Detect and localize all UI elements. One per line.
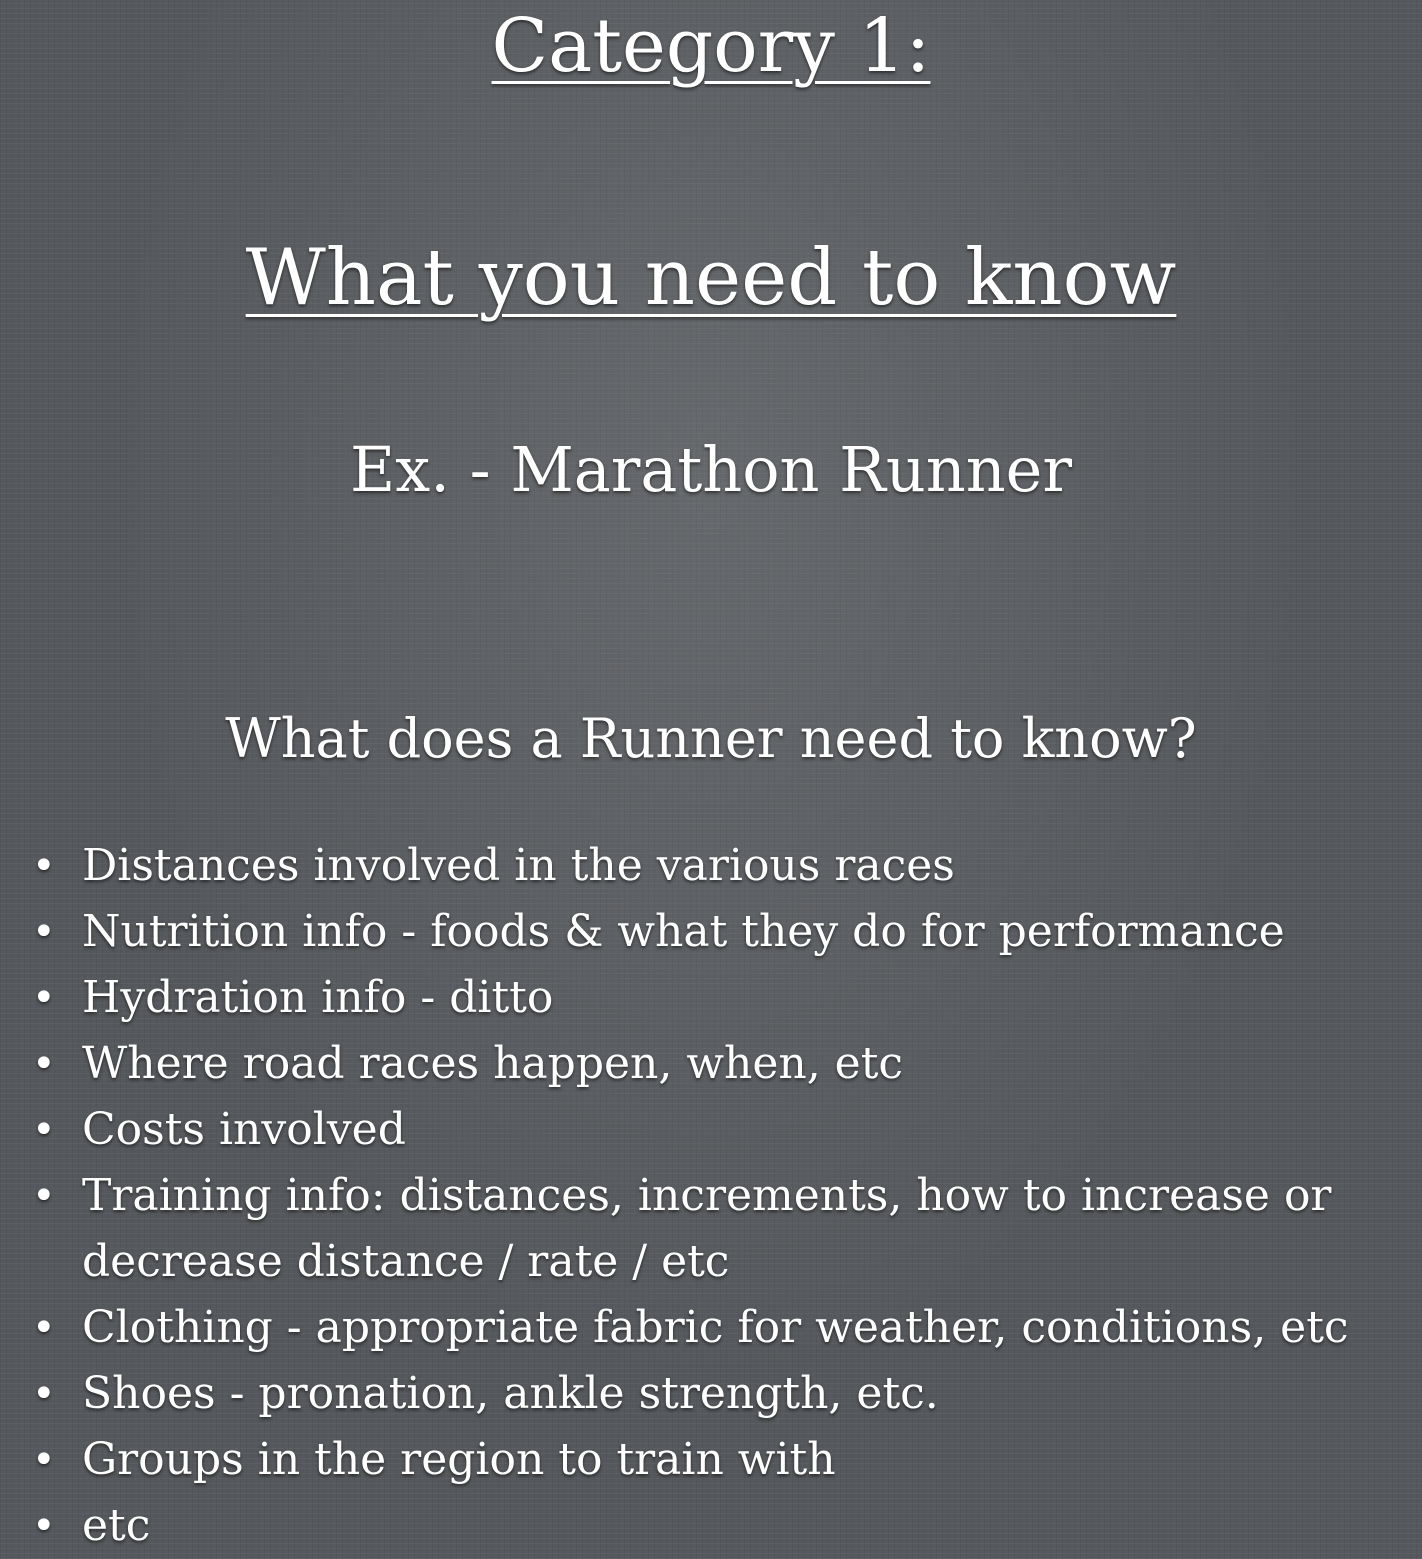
list-item (30, 1295, 1410, 1361)
bullet-dot: • (32, 975, 56, 1021)
list-item (30, 899, 1410, 965)
list-item-text: Shoes - pronation, ankle strength, etc. (82, 1368, 939, 1419)
slide-title (0, 0, 1422, 92)
bullet-dot: • (32, 1041, 56, 1087)
list-item-text: Training info: distances, increments, how to increase or decrease distance / rate / etc (82, 1170, 1332, 1287)
list-item-text: Clothing - appropriate fabric for weather, conditions, etc (82, 1302, 1349, 1353)
list-item-text: etc (82, 1500, 151, 1551)
list-item-text: Groups in the region to train with (82, 1434, 836, 1485)
list-item (30, 965, 1410, 1031)
bullet-dot: • (32, 1173, 56, 1219)
list-item (30, 1493, 1410, 1559)
list-item-text: Distances involved in the various races (82, 840, 955, 891)
bullet-dot: • (32, 1107, 56, 1153)
example-heading: Ex. - Marathon Runner (350, 433, 1072, 506)
slide-subtitle-text: What you need to know (245, 233, 1177, 323)
bullet-list (30, 833, 1410, 1559)
list-item (30, 1427, 1410, 1493)
list-item (30, 1361, 1410, 1427)
slide-title-text: Category 1: (491, 3, 931, 89)
slide-subtitle (0, 230, 1422, 326)
list-item (30, 1097, 1410, 1163)
list-item (30, 833, 1410, 899)
list-item-text: Where road races happen, when, etc (82, 1038, 904, 1089)
bullet-dot: • (32, 843, 56, 889)
list-item (30, 1031, 1410, 1097)
list-item-text: Costs involved (82, 1104, 406, 1155)
bullet-dot: • (32, 1503, 56, 1549)
list-item (30, 1163, 1410, 1295)
question-heading: What does a Runner need to know? (225, 707, 1197, 770)
bullet-dot: • (32, 1305, 56, 1351)
list-item-text: Nutrition info - foods & what they do for performance (82, 906, 1285, 957)
bullet-dot: • (32, 1437, 56, 1483)
bullet-dot: • (32, 909, 56, 955)
list-item-text: Hydration info - ditto (82, 972, 554, 1023)
bullet-dot: • (32, 1371, 56, 1417)
